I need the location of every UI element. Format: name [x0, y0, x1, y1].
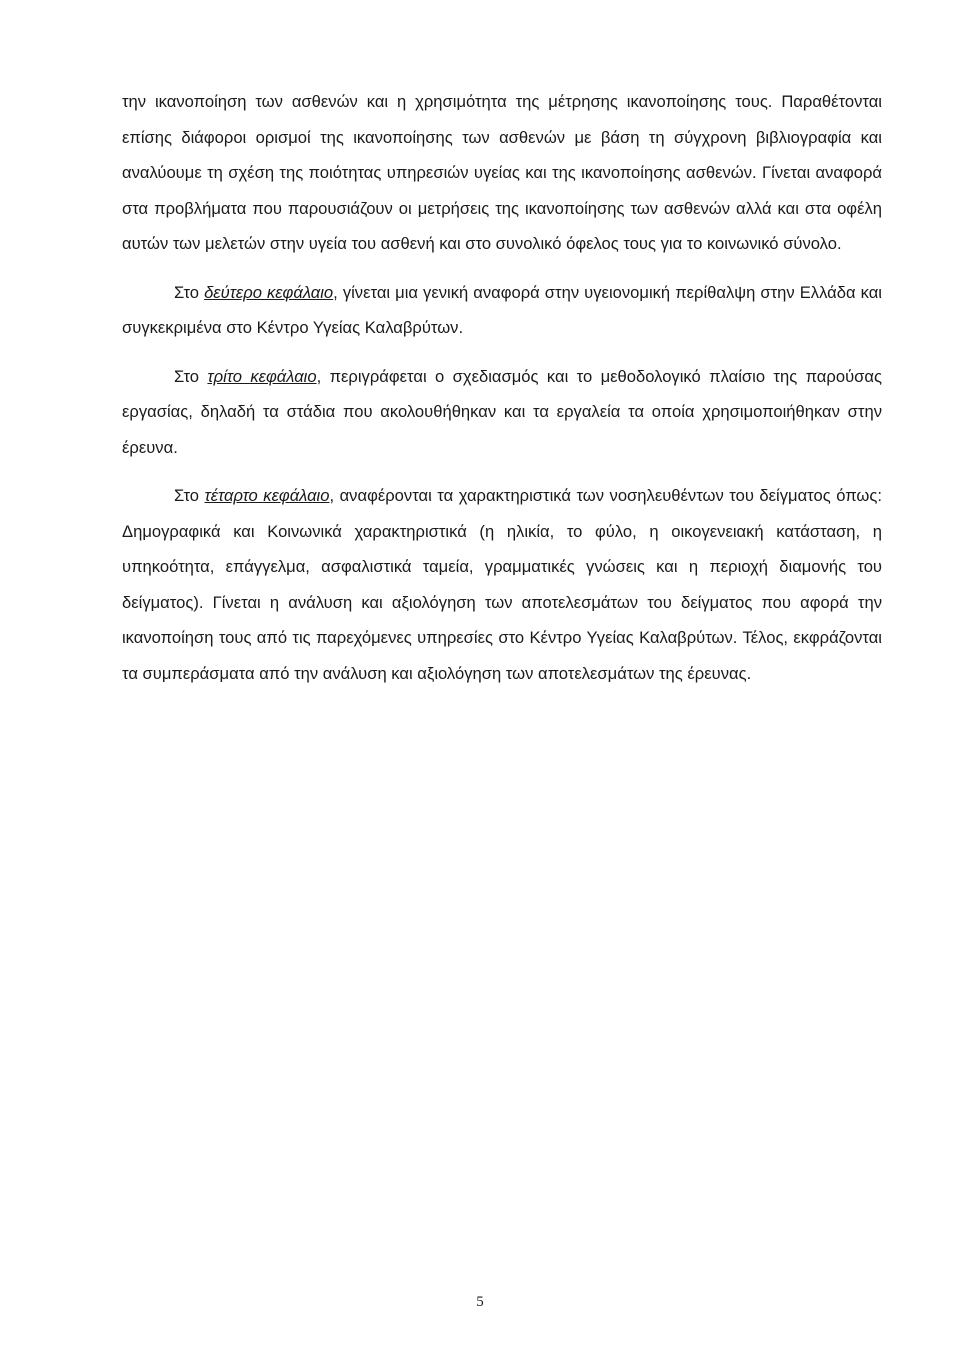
chapter-three-lead: Στο: [174, 366, 200, 386]
chapter-two-paragraph: [122, 275, 882, 346]
chapter-three-paragraph: [122, 359, 882, 466]
intro-paragraph: την ικανοποίηση των ασθενών και η χρησιμότητα της μέτρησης ικανοποίησης τους. Παραθέτονται επίσης διάφοροι ορισμοί της ικανοποίησης των ασθενών με βάση τη σύγχρονη βιβλιογραφία και αναλύουμε τη σχέση της ποιότητας υπηρεσιών υγείας και της ικανοποίησης ασθενών. Γίνεται αναφορά στα προβλήματα που παρουσιάζουν οι μετρήσεις της ικανοποίησης των ασθενών αλλά και στα οφέλη αυτών των μελετών στην υγεία του ασθενή και στο συνολικό όφελος τους για το κοινωνικό σύνολο.: [122, 92, 882, 253]
chapter-two-text: , γίνεται μια γενική αναφορά στην υγειονομική περίθαλψη στην Ελλάδα και συγκεκριμένα στο Κέντρο Υγείας Καλαβρύτων.: [122, 282, 882, 337]
chapter-two-lead: Στο: [174, 282, 200, 302]
chapter-three-reference: τρίτο κεφάλαιο: [207, 366, 317, 386]
chapter-two-reference: δεύτερο κεφάλαιο: [204, 282, 334, 302]
page-number: 5: [476, 1294, 484, 1310]
chapter-four-text: , αναφέρονται τα χαρακτηριστικά των νοσηλευθέντων του δείγματος όπως: Δημογραφικά και Κοινωνικά χαρακτηριστικά (η ηλικία, το φύλο, η οικογενειακή κατάσταση, η υπηκοότητα, επάγγελμα, ασφαλιστικά ταμεία, γραμματικές γνώσεις και η περιοχή διαμονής του δείγματος). Γίνεται η ανάλυση και αξιολόγηση των αποτελεσμάτων του δείγματος που αφορά την ικανοποίηση τους από τις παρεχόμενες υπηρεσίες στο Κέντρο Υγείας Καλαβρύτων. Τέλος, εκφράζονται τα συμπεράσματα από την ανάλυση και αξιολόγηση των αποτελεσμάτων της έρευνας.: [122, 486, 882, 683]
chapter-three-text: , περιγράφεται ο σχεδιασμός και το μεθοδολογικό πλαίσιο της παρούσας εργασίας, δηλαδή τα στάδια που ακολουθήθηκαν και τα εργαλεία τα οποία χρησιμοποιήθηκαν στην έρευνα.: [122, 366, 882, 457]
chapter-four-reference: τέταρτο κεφάλαιο: [204, 486, 330, 505]
chapter-four-paragraph: [122, 478, 882, 691]
document-body: [122, 84, 882, 691]
chapter-four-lead: Στο: [174, 486, 200, 505]
